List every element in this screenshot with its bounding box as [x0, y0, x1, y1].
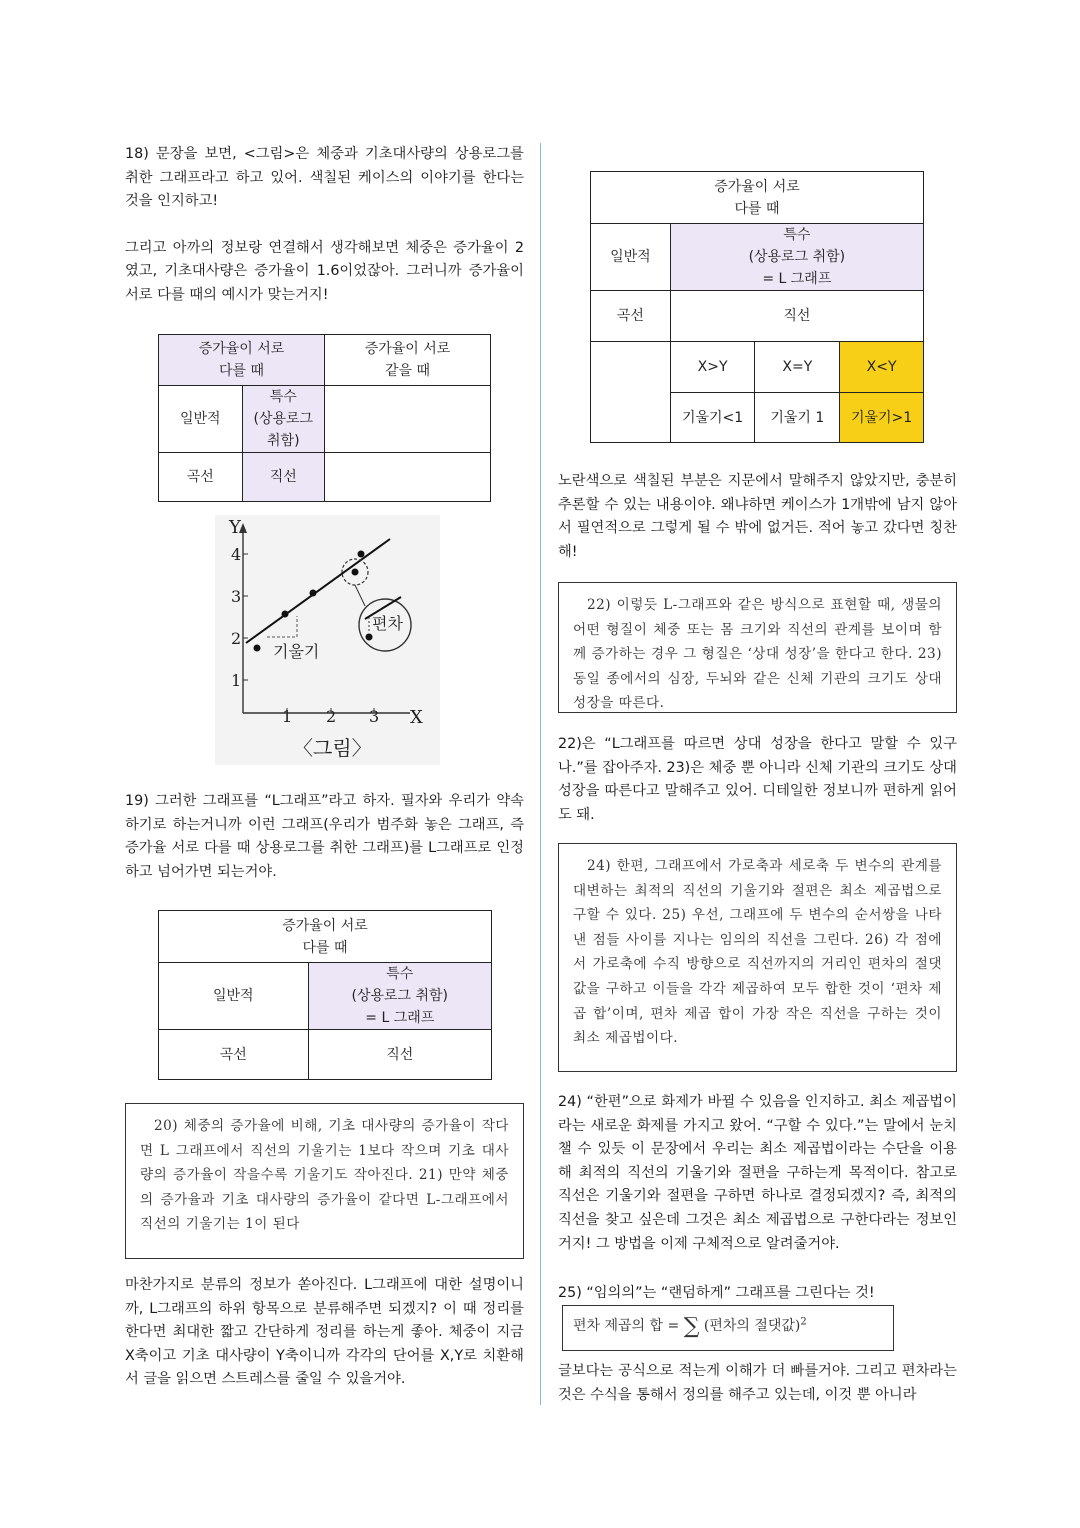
table3-cell-slope-gt-1: 기울기>1: [840, 393, 924, 443]
table3-cell-slope-lt-1: 기울기<1: [670, 393, 755, 443]
paragraph-24: 24) “한편”으로 화제가 바뀔 수 있음을 인지하고. 최소 제곱법이라는 새로운 화제를 가지고 왔어. “구할 수 있다.”는 말에서 눈치챌 수 있듯 이 문장에서 우리는 최소 제곱법이라는 수단을 이용해 최적의 직선의 기울기와 절편을 구하는게 목적이다. 참고로 직선은 기울기와 절편을 구하면 하나로 결정되겠지? 즉, 최적의 직선을 찾고 싶은데 그것은 최소 제곱법으로 구한다라는 정보인 거지! 그 방법을 이제 구체적으로 알려줄거야.: [558, 1094, 957, 1252]
table2-cell-special: 특수 (상용로그 취함) = L 그래프: [308, 963, 491, 1030]
paragraph-18b: 그리고 아까의 정보랑 연결해서 생각해보면 체중은 증가율이 2였고, 기초대사량은 증가율이 1.6이었잖아. 그러니까 증가율이 서로 다를 때의 예시가 맞는거지!: [125, 239, 524, 303]
scatter-figure: [215, 515, 440, 765]
paragraph-18: 18) 문장을 보면, <그림>은 체중과 기초대사량의 상용로그를 취한 그래프라고 하고 있어. 색칠된 케이스의 이야기를 한다는 것을 인지하고!: [125, 146, 524, 210]
table1-header-different: 증가율이 서로 다를 때: [159, 335, 325, 386]
table1-cell-empty-2: [325, 453, 491, 502]
data-point: [352, 569, 359, 576]
data-point: [282, 611, 289, 618]
x-tick-label: 3: [369, 707, 380, 726]
passage-box-24: 24) 한편, 그래프에서 가로축과 세로축 두 변수의 관계를 대변하는 최적의 직선의 기울기와 절편은 최소 제곱법으로 구할 수 있다. 25) 우선, 그래프에 두 변수의 순서쌍을 나타낸 점들 사이를 지나는 임의의 직선을 그린다. 26) 각 점에서 가로축에 수직 방향으로 직선까지의 거리인 편차의 절댓값을 구하고 이들을 각각 제곱하여 모두 합한 것이 ‘편차 제곱 합’이며, 편차 제곱 합이 가장 작은 직선을 구하는 것이 최소 제곱법이다.: [558, 843, 957, 1072]
formula-rhs: (편차의 절댓값): [703, 1318, 801, 1334]
x-tick-label: 1: [282, 707, 293, 726]
table2-cell-line: 직선: [308, 1030, 491, 1080]
table1-cell-special: 특수 (상용로그 취함): [242, 386, 325, 453]
table2-row-general: 일반적: [159, 963, 309, 1030]
right-column-mid: [558, 733, 957, 827]
table1-row-general: 일반적: [159, 386, 243, 453]
formula-lhs: 편차 제곱의 합 =: [573, 1318, 680, 1334]
right-column-lower: [558, 1091, 957, 1306]
y-tick-label: 1: [231, 671, 242, 690]
table2-header: 증가율이 서로 다를 때: [159, 911, 492, 963]
paragraph-22: 22)은 “L그래프를 따르면 상대 성장을 한다고 말할 수 있구나.”를 잡아주자. 23)은 체중 뿐 아니라 신체 기관의 크기도 상대 성장을 따른다고 말해주고 있어. 디테일한 정보니까 편하게 읽어도 돼.: [558, 736, 957, 823]
left-column: [125, 143, 524, 308]
y-tick-label: 4: [231, 545, 242, 564]
table3-row-general: 일반적: [591, 224, 671, 291]
data-point: [254, 645, 261, 652]
sigma-icon: ∑: [683, 1314, 700, 1339]
table3-cell-x-gt-y: X>Y: [670, 342, 755, 393]
x-axis-label: X: [410, 707, 423, 728]
y-tick-label: 2: [231, 629, 242, 648]
data-point: [310, 590, 317, 597]
table1-cell-line: 직선: [242, 453, 325, 502]
y-tick-label: 3: [231, 587, 242, 606]
passage-box-20: 20) 체중의 증가율에 비해, 기초 대사량의 증가율이 작다면 L 그래프에서 직선의 기울기는 1보다 작으며 기초 대사량의 증가율이 작을수록 기울기도 작아진다. 21) 만약 체중의 증가율과 기초 대사량의 증가율이 같다면 L-그래프에서 직선의 기울기는 1이 된다: [125, 1103, 524, 1259]
table3-empty-cell: [591, 342, 671, 443]
table3-row-curve: 곡선: [591, 291, 671, 342]
data-point: [358, 551, 365, 558]
paragraph-19: 19) 그러한 그래프를 “L그래프”라고 하자. 필자와 우리가 약속하기로 하는거니까 이런 그래프(우리가 범주화 놓은 그래프, 즉 증가율 서로 다를 때 상용로그를 취한 그래프)를 L그래프로 인정하고 넘어가면 되는거야.: [125, 793, 524, 880]
formula-box: [562, 1305, 894, 1351]
left-column-mid: [125, 790, 524, 884]
figure-caption: 〈그림〉: [293, 736, 372, 760]
table-growth-rate-1: [158, 334, 491, 502]
table3-cell-line: 직선: [670, 291, 923, 342]
deviation-label: 편차: [372, 614, 403, 633]
passage-box-22: 22) 이렇듯 L-그래프와 같은 방식으로 표현할 때, 생물의 어떤 형질이 체중 또는 몸 크기와 직선의 관계를 보이며 함께 증가하는 경우 그 형질은 ‘상대 성장’을 한다고 한다. 23) 동일 종에서의 심장, 두뇌와 같은 신체 기관의 크기도 상대 성장을 따른다.: [558, 582, 957, 713]
table3-cell-x-eq-y: X=Y: [755, 342, 840, 393]
slope-label: 기울기: [273, 642, 320, 661]
table1-row-curve: 곡선: [159, 453, 243, 502]
zoom-point: [366, 634, 373, 641]
table2-row-curve: 곡선: [159, 1030, 309, 1080]
left-column-bottom: [125, 1274, 524, 1392]
right-column-top: [558, 470, 957, 564]
paragraph-end: 글보다는 공식으로 적는게 이해가 더 빠를거야. 그리고 편차라는 것은 수식을 통해서 정의를 해주고 있는데, 이것 뿐 아니라: [558, 1363, 957, 1403]
table1-header-same: 증가율이 서로 같을 때: [325, 335, 491, 386]
table-growth-rate-2: [158, 910, 492, 1080]
formula-exponent: 2: [800, 1316, 807, 1328]
paragraph-25: 25) “임의의”는 “랜덤하게” 그래프를 그린다는 것!: [558, 1285, 875, 1302]
table1-cell-empty: [325, 386, 491, 453]
y-axis-label: Y: [229, 517, 241, 538]
paragraph-classification: 마찬가지로 분류의 정보가 쏟아진다. L그래프에 대한 설명이니까, L그래프의 하위 항목으로 분류해주면 되겠지? 이 때 정리를 한다면 최대한 짧고 간단하게 정리를 하는게 좋아. 체중이 지금 X축이고 기초 대사량이 Y축이니까 각각의 단어를 X,Y로 치환해서 글을 읽으면 스트레스를 줄일 수 있을거야.: [125, 1277, 524, 1388]
table3-cell-slope-eq-1: 기울기 1: [755, 393, 840, 443]
table3-header: 증가율이 서로 다를 때: [591, 172, 924, 224]
table-growth-rate-3: [590, 171, 924, 443]
table3-cell-x-lt-y: X<Y: [840, 342, 924, 393]
paragraph-yellow: 노란색으로 색칠된 부분은 지문에서 말해주지 않았지만, 충분히 추론할 수 있는 내용이야. 왜냐하면 케이스가 1개밖에 남지 않아서 필연적으로 그렇게 될 수 밖에 없거든. 적어 놓고 갔다면 칭찬해!: [558, 473, 957, 560]
table3-cell-special: 특수 (상용로그 취함) = L 그래프: [670, 224, 923, 291]
column-divider: [540, 143, 541, 1405]
x-tick-label: 2: [326, 707, 337, 726]
right-column-bottom: [558, 1360, 957, 1407]
